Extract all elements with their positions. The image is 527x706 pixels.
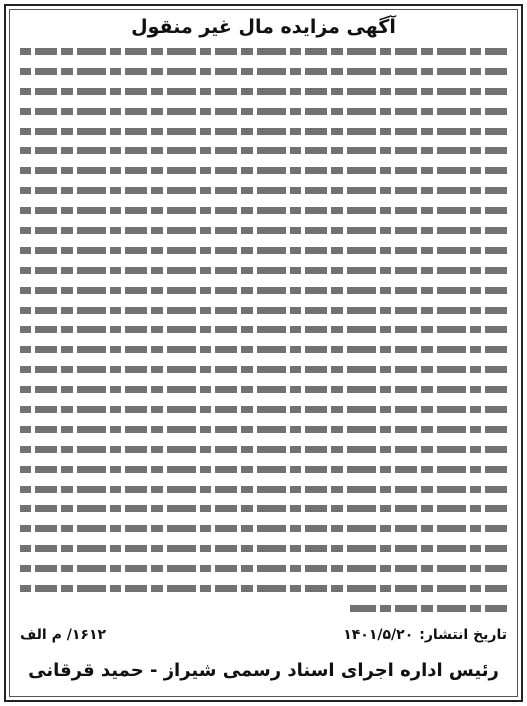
body-text-line <box>20 227 507 234</box>
body-text-line <box>20 486 507 493</box>
body-text-line <box>20 68 507 75</box>
body-text-line <box>20 346 507 353</box>
body-text-line <box>20 167 507 174</box>
body-text-line <box>20 366 507 373</box>
body-text-line <box>20 446 507 453</box>
body-text-line <box>20 187 507 194</box>
notice-inner-border <box>9 9 518 697</box>
body-text-line <box>20 466 507 473</box>
body-text-line <box>20 426 507 433</box>
publish-date-label: تاریخ انتشار: <box>419 627 507 643</box>
body-text-line <box>20 48 507 55</box>
body-text-line <box>20 326 507 333</box>
body-text-line <box>350 605 507 612</box>
body-text-line <box>20 565 507 572</box>
signature-line: رئیس اداره اجرای اسناد رسمی شیراز - حمید قرقانی <box>28 660 499 681</box>
publish-date: ۱۴۰۱/۵/۲۰ <box>343 627 414 643</box>
body-text-line <box>20 505 507 512</box>
body-text-line <box>20 88 507 95</box>
body-text-line <box>20 207 507 214</box>
notice-title: آگهی مزایده مال غیر منقول <box>131 16 396 38</box>
body-text-line <box>20 307 507 314</box>
body-text-line <box>20 585 507 592</box>
notice-footer <box>20 627 507 643</box>
body-text-line <box>20 545 507 552</box>
notice-body <box>20 48 507 612</box>
body-text-line <box>20 287 507 294</box>
body-text-line <box>20 128 507 135</box>
body-text-line <box>20 406 507 413</box>
body-text-line <box>20 147 507 154</box>
body-text-line <box>20 247 507 254</box>
body-text-line <box>20 108 507 115</box>
publish-date-group <box>343 627 507 643</box>
notice-frame <box>4 4 523 702</box>
body-text-line <box>20 525 507 532</box>
body-text-line <box>20 267 507 274</box>
reference-number: ۱۶۱۲/ م الف <box>20 627 107 643</box>
body-text-line <box>20 386 507 393</box>
